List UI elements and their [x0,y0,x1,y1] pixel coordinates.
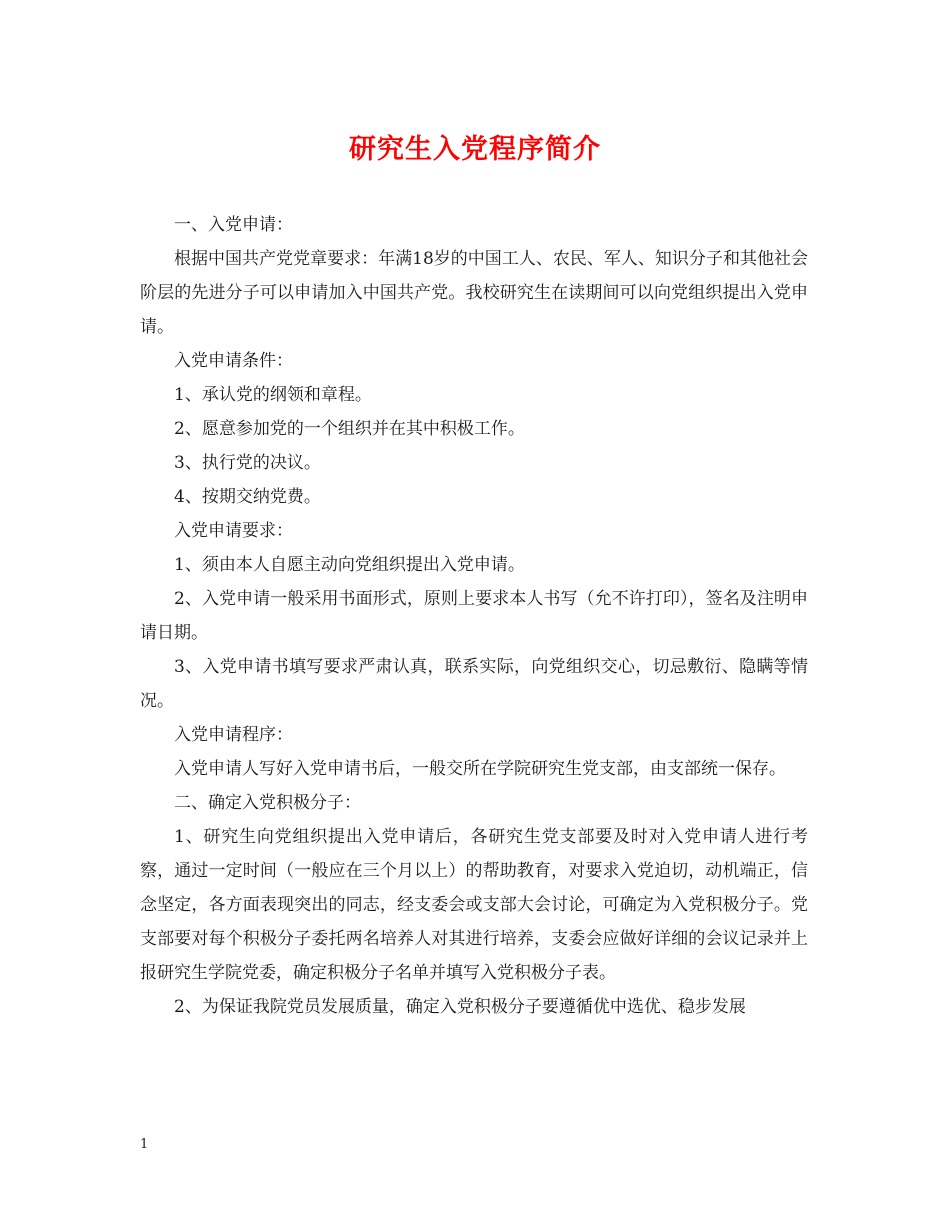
list-item: 1、须由本人自愿主动向党组织提出入党申请。 [174,555,525,575]
paragraph: 根据中国共产党党章要求：年满18岁的中国工人、农民、军人、知识分子和其他社会阶层的先进分子可以申请加入中国共产党。我校研究生在读期间可以向党组织提出入党申请。 [140,249,808,337]
list-item: 3、入党申请书填写要求严肃认真，联系实际，向党组织交心，切忌敷衍、隐瞒等情况。 [140,657,808,711]
subheading: 入党申请要求： [174,521,293,541]
list-item: 1、研究生向党组织提出入党申请后，各研究生党支部要及时对入党申请人进行考察，通过一定时间（一般应在三个月以上）的帮助教育，对要求入党迫切，动机端正，信念坚定，各方面表现突出的同志，经支委会或支部大会讨论，可确定为入党积极分子。党支部要对每个积极分子委托两名培养人对其进行培养，支委会应做好详细的会议记录并上报研究生学院党委，确定积极分子名单并填写入党积极分子表。 [140,827,808,983]
list-item: 2、入党申请一般采用书面形式，原则上要求本人书写（允不许打印），签名及注明申请日期。 [140,589,808,643]
section-heading: 一、入党申请： [174,215,293,235]
page-number: 1 [140,1137,149,1152]
page-title: 研究生入党程序简介 [349,134,601,165]
subheading: 入党申请程序： [174,725,293,745]
list-item: 4、按期交纳党费。 [174,487,321,507]
section-heading: 二、确定入党积极分子： [174,793,361,813]
document-body [140,208,808,1024]
list-item: 1、承认党的纲领和章程。 [174,385,372,405]
list-item: 2、为保证我院党员发展质量，确定入党积极分子要遵循优中选优、稳步发展 [174,997,746,1017]
list-item: 2、愿意参加党的一个组织并在其中积极工作。 [174,419,525,439]
list-item: 3、执行党的决议。 [174,453,321,473]
paragraph: 入党申请人写好入党申请书后，一般交所在学院研究生党支部，由支部统一保存。 [174,759,786,779]
subheading: 入党申请条件： [174,351,293,371]
